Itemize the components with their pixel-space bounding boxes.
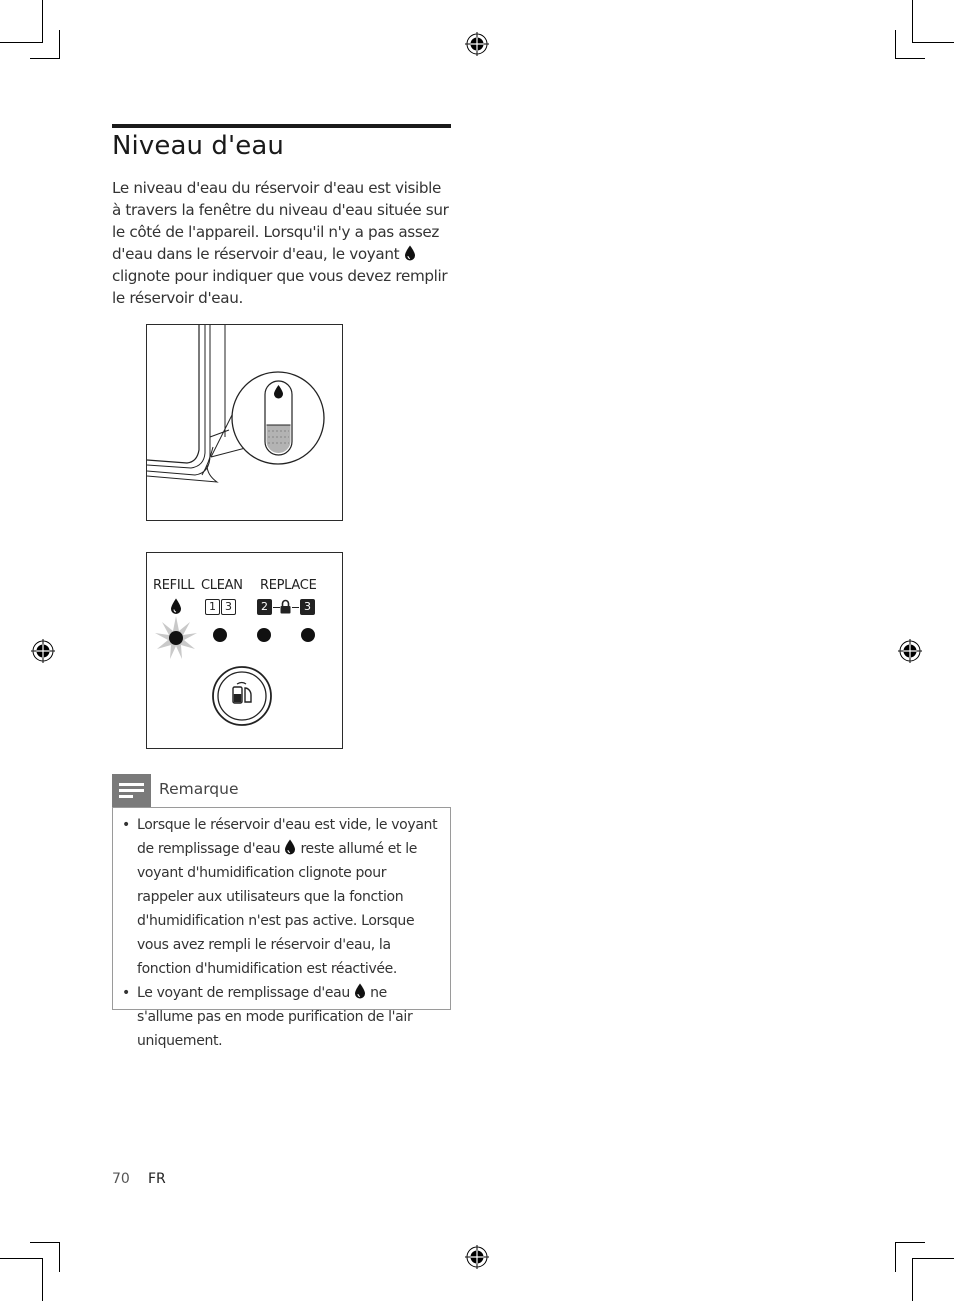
clean-box-2 (221, 599, 236, 615)
intro-paragraph (112, 177, 452, 309)
list-item (113, 813, 442, 981)
replace-connector-right (292, 607, 299, 608)
title-rule (112, 124, 451, 128)
clean-label: CLEAN (201, 578, 243, 593)
humidify-button-icon (212, 666, 272, 726)
water-drop-icon (354, 983, 366, 999)
registration-mark-icon (465, 1245, 489, 1269)
refill-label: REFILL (153, 578, 195, 593)
replace-box-2 (300, 599, 315, 615)
note-text-1b: reste allumé et le voyant d'humidification clignote pour rappeler aux utilisateurs que la fonction d'humidification n'est pas active. Lorsque vous avez rempli le réservoir d'eau, la fonction d'humidification est réactivée. (137, 841, 418, 977)
replace-led-2 (301, 628, 315, 642)
note-text-1a: Lorsque le réservoir d'eau est vide, le voyant de remplissage d'eau (137, 817, 438, 857)
intro-text-2: clignote pour indiquer que vous devez remplir le réservoir d'eau. (112, 267, 448, 307)
replace-number-2: 3 (304, 600, 311, 613)
water-level-illustration (147, 325, 342, 520)
refill-led-blinking (153, 615, 199, 661)
clean-led (213, 628, 227, 642)
clean-number-1: 1 (209, 600, 216, 613)
replace-led-1 (257, 628, 271, 642)
language-code: FR (148, 1171, 166, 1187)
replace-box-1 (257, 599, 272, 615)
replace-number-1: 2 (261, 600, 268, 613)
section-title: Niveau d'eau (112, 131, 284, 161)
bullet: • (122, 817, 130, 833)
replace-label: REPLACE (260, 578, 317, 593)
replace-connector-left (273, 607, 280, 608)
water-drop-icon (170, 598, 182, 615)
list-item (113, 981, 442, 1053)
note-icon (112, 774, 151, 807)
note-text-2b: ne s'allume pas en mode purification de l'air uniquement. (137, 985, 413, 1049)
note-list (113, 813, 442, 1053)
lock-icon (280, 599, 291, 614)
water-drop-icon (284, 839, 296, 855)
bullet: • (122, 985, 130, 1001)
water-level-figure (146, 324, 343, 521)
control-panel-figure (146, 552, 343, 749)
note-text-2a: Le voyant de remplissage d'eau (137, 985, 350, 1001)
registration-mark-icon (898, 639, 922, 663)
page-number: 70 (112, 1171, 130, 1187)
water-drop-icon (404, 245, 416, 261)
registration-mark-icon (465, 32, 489, 56)
clean-number-2: 3 (225, 600, 232, 613)
intro-text-1: Le niveau d'eau du réservoir d'eau est visible à travers la fenêtre du niveau d'eau située sur le côté de l'appareil. Lorsqu'il n'y a pas assez d'eau dans le réservoir d'eau, le voyant (112, 179, 449, 263)
note-box (112, 807, 451, 1049)
registration-mark-icon (31, 639, 55, 663)
note-label: Remarque (159, 780, 239, 798)
clean-box-1 (205, 599, 220, 615)
